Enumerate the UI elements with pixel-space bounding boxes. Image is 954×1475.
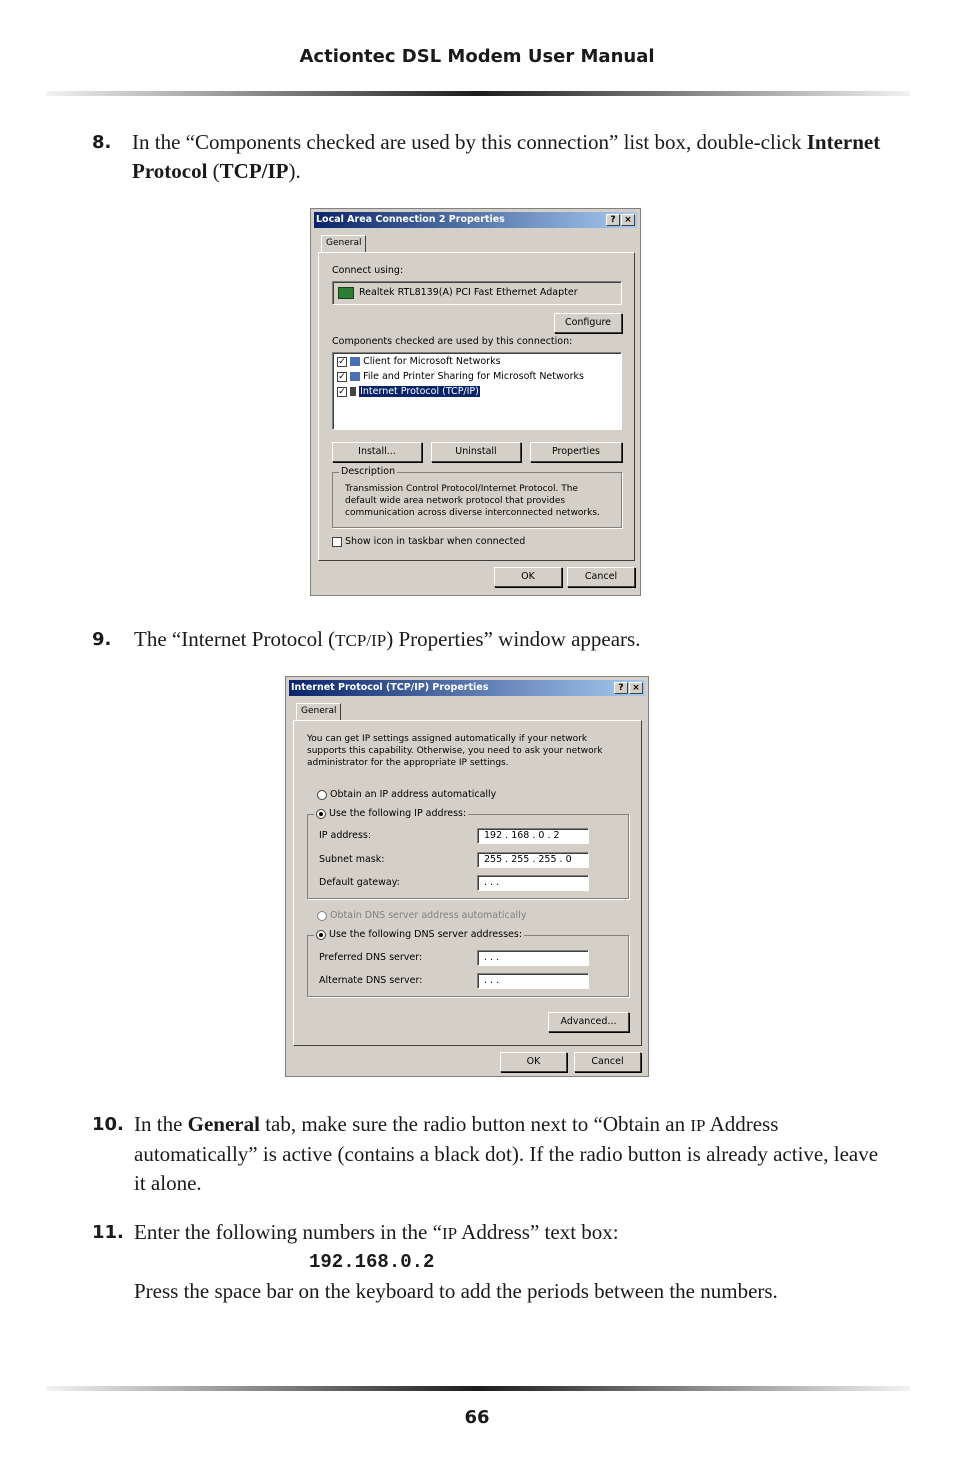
connect-using-label: Connect using: [332,265,404,276]
checkbox-icon[interactable]: ✓ [338,386,346,397]
list-item[interactable]: ✓ Client for Microsoft Networks [338,356,501,367]
default-gateway-input[interactable]: . . . [477,875,589,891]
advanced-button[interactable]: Advanced... [548,1012,629,1032]
checkbox-icon[interactable]: ✓ [338,356,346,367]
subnet-mask-label: Subnet mask: [319,854,385,865]
step-10: 10. In the General tab, make sure the radio button next to “Obtain an IP Address automatically” is active (contains a black dot). If the radio button is already active, leave it alone. [92,1112,879,1195]
ip-address-label: IP address: [319,830,372,841]
alternate-dns-input[interactable]: . . . [477,973,589,989]
help-button[interactable]: ? [606,214,620,226]
description-text: Transmission Control Protocol/Internet Protocol. The default wide area network protocol that provides communication across diverse interconnected networks. [345,484,600,518]
help-button[interactable]: ? [614,682,628,694]
configure-button[interactable]: Configure [554,313,622,333]
list-item[interactable]: ✓ File and Printer Sharing for Microsoft Networks [338,371,584,382]
step-number: 10. [92,1114,124,1135]
properties-button[interactable]: Properties [530,442,622,462]
step-9: 9. The “Internet Protocol (TCP/IP) Properties” window appears. [92,625,882,655]
preferred-dns-label: Preferred DNS server: [319,952,423,963]
static-ip-group [307,808,629,899]
radio-icon [317,911,327,921]
general-panel [293,720,642,1046]
page-number: 66 [464,1407,490,1428]
use-dns-option[interactable]: Use the following DNS server addresses: [314,929,524,940]
step-number: 11. [92,1222,124,1243]
title-bar: Internet Protocol (TCP/IP) Properties ? × [289,680,645,696]
default-gateway-label: Default gateway: [319,877,400,888]
local-area-connection-dialog [310,208,641,596]
components-list[interactable] [332,352,622,430]
adapter-field: Realtek RTL8139(A) PCI Fast Ethernet Adapter [332,281,622,305]
description-group: Description Transmission Control Protocol/Internet Protocol. The default wide area network protocol that provides communication across diverse interconnected networks. [332,472,622,528]
general-panel [318,252,635,561]
subnet-mask-input[interactable]: 255 . 255 . 255 . 0 [477,852,589,868]
step-11: 11. Enter the following numbers in the “IP Address” text box: 192.168.0.2 Press the space bar on the keyboard to add the periods between the numbers. [92,1218,882,1306]
use-ip-option[interactable]: Use the following IP address: [314,808,468,819]
header-rule [46,91,910,96]
footer-rule [46,1386,910,1391]
tcpip-properties-dialog [285,676,649,1077]
title-bar: Local Area Connection 2 Properties ? × [314,212,637,228]
radio-icon[interactable] [316,930,326,940]
checkbox-icon[interactable]: ✓ [338,371,346,382]
ok-button[interactable]: OK [494,567,562,587]
radio-icon[interactable] [316,809,326,819]
service-icon [350,372,360,381]
ok-button[interactable]: OK [500,1052,567,1072]
dns-group [307,929,629,997]
protocol-icon [350,387,356,396]
ip-address-code: 192.168.0.2 [309,1251,435,1273]
close-button[interactable]: × [621,214,635,226]
step-11-note: Press the space bar on the keyboard to add the periods between the numbers. [134,1279,778,1303]
show-icon-option[interactable]: Show icon in taskbar when connected [332,536,525,547]
close-button[interactable]: × [629,682,643,694]
step-8: 8. In the “Components checked are used by this connection” list box, double-click Internet Protocol (TCP/IP). [92,130,881,183]
running-header: Actiontec DSL Modem User Manual [299,46,655,67]
components-label: Components checked are used by this connection: [332,336,573,347]
alternate-dns-label: Alternate DNS server: [319,975,423,986]
cancel-button[interactable]: Cancel [567,567,635,587]
obtain-dns-option: Obtain DNS server address automatically [317,910,526,921]
client-icon [350,357,360,366]
ip-address-input[interactable]: 192 . 168 . 0 . 2 [477,828,589,844]
checkbox-icon[interactable] [332,537,342,547]
list-item-selected[interactable]: ✓ Internet Protocol (TCP/IP) [338,386,479,397]
tab-general[interactable]: General [321,235,366,253]
preferred-dns-input[interactable]: . . . [477,950,589,966]
uninstall-button[interactable]: Uninstall [431,442,521,462]
intro-text: You can get IP settings assigned automatically if your network supports this capability. Otherwise, you need to ask your network administrator for the appropriate IP settings. [307,734,603,768]
step-number: 8. [92,132,112,153]
network-adapter-icon [338,287,354,299]
tab-general[interactable]: General [296,703,341,721]
install-button[interactable]: Install... [332,442,422,462]
step-number: 9. [92,629,112,650]
obtain-ip-option[interactable]: Obtain an IP address automatically [317,789,496,800]
radio-icon[interactable] [317,790,327,800]
cancel-button[interactable]: Cancel [574,1052,641,1072]
